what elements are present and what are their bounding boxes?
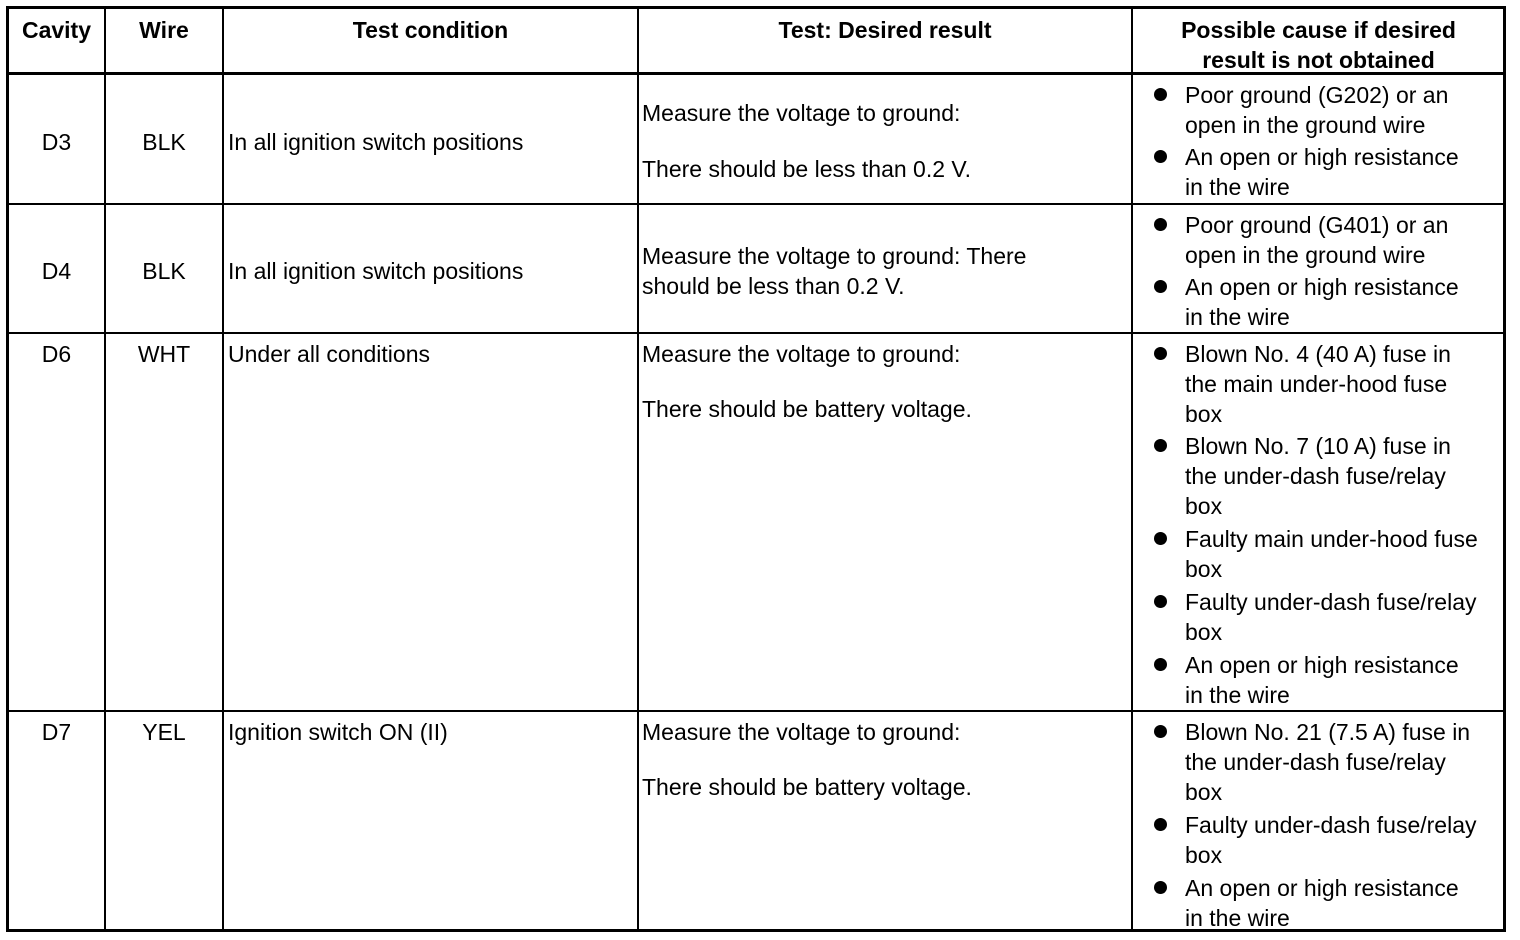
- column-divider: [637, 9, 639, 929]
- cell-result-line2: There should be less than 0.2 V.: [642, 156, 972, 182]
- header-possible-cause-line2: result is not obtained: [1202, 47, 1435, 73]
- cause-line: in the wire: [1185, 905, 1290, 931]
- row-divider: [9, 332, 1503, 334]
- cell-wire: WHT: [137, 341, 191, 367]
- cause-line: Faulty main under-hood fuse: [1185, 526, 1478, 552]
- cell-test-condition: In all ignition switch positions: [228, 129, 524, 155]
- cause-line: in the wire: [1185, 304, 1290, 330]
- cell-test-condition: Under all conditions: [228, 341, 431, 367]
- cause-line: the under-dash fuse/relay: [1185, 463, 1446, 489]
- cell-result-line2: There should be battery voltage.: [642, 774, 972, 800]
- diagnostic-table: [6, 6, 1506, 932]
- cause-line: Faulty under-dash fuse/relay: [1185, 589, 1477, 615]
- bullet-dot-icon: [1154, 150, 1167, 163]
- bullet-dot-icon: [1154, 439, 1167, 452]
- cause-line: box: [1185, 842, 1223, 868]
- row-divider: [9, 203, 1503, 205]
- header-test-condition: Test condition: [352, 17, 509, 43]
- cell-result-line1: Measure the voltage to ground:: [642, 341, 961, 367]
- cause-line: Blown No. 7 (10 A) fuse in: [1185, 433, 1451, 459]
- cell-result-line1: Measure the voltage to ground: There: [642, 243, 1027, 269]
- header-possible-cause-line1: Possible cause if desired: [1181, 17, 1456, 43]
- cause-line: Poor ground (G202) or an: [1185, 82, 1449, 108]
- cell-cavity: D6: [41, 341, 72, 367]
- cause-line: Faulty under-dash fuse/relay: [1185, 812, 1477, 838]
- column-divider: [222, 9, 224, 929]
- cause-line: An open or high resistance: [1185, 274, 1459, 300]
- cause-line: in the wire: [1185, 682, 1290, 708]
- cause-line: open in the ground wire: [1185, 112, 1426, 138]
- bullet-dot-icon: [1154, 725, 1167, 738]
- cause-line: box: [1185, 493, 1223, 519]
- bullet-dot-icon: [1154, 818, 1167, 831]
- header-desired-result: Test: Desired result: [778, 17, 992, 43]
- cell-wire: BLK: [142, 129, 186, 155]
- cell-result-line2: There should be battery voltage.: [642, 396, 972, 422]
- cell-cavity: D3: [41, 129, 72, 155]
- cause-line: box: [1185, 619, 1223, 645]
- cell-cavity: D4: [41, 258, 72, 284]
- cause-line: Blown No. 21 (7.5 A) fuse in: [1185, 719, 1471, 745]
- cell-test-condition: In all ignition switch positions: [228, 258, 524, 284]
- cause-line: open in the ground wire: [1185, 242, 1426, 268]
- cell-cavity: D7: [41, 719, 72, 745]
- bullet-dot-icon: [1154, 88, 1167, 101]
- header-wire: Wire: [139, 17, 189, 43]
- row-divider: [9, 710, 1503, 712]
- bullet-dot-icon: [1154, 280, 1167, 293]
- cause-line: in the wire: [1185, 174, 1290, 200]
- bullet-dot-icon: [1154, 532, 1167, 545]
- cause-line: box: [1185, 401, 1223, 427]
- cause-line: the under-dash fuse/relay: [1185, 749, 1446, 775]
- cell-result-line2: should be less than 0.2 V.: [642, 273, 905, 299]
- bullet-dot-icon: [1154, 881, 1167, 894]
- cause-line: An open or high resistance: [1185, 652, 1459, 678]
- bullet-dot-icon: [1154, 658, 1167, 671]
- header-cavity: Cavity: [21, 17, 92, 43]
- cause-line: An open or high resistance: [1185, 144, 1459, 170]
- bullet-dot-icon: [1154, 347, 1167, 360]
- bullet-dot-icon: [1154, 218, 1167, 231]
- cell-wire: YEL: [142, 719, 186, 745]
- cause-line: Poor ground (G401) or an: [1185, 212, 1449, 238]
- column-divider: [1131, 9, 1133, 929]
- cause-line: box: [1185, 779, 1223, 805]
- cell-wire: BLK: [142, 258, 186, 284]
- cell-test-condition: Ignition switch ON (II): [228, 719, 448, 745]
- cause-line: Blown No. 4 (40 A) fuse in: [1185, 341, 1451, 367]
- cause-line: the main under-hood fuse: [1185, 371, 1448, 397]
- cell-result-line1: Measure the voltage to ground:: [642, 719, 961, 745]
- cell-result-line1: Measure the voltage to ground:: [642, 100, 961, 126]
- cause-line: An open or high resistance: [1185, 875, 1459, 901]
- cause-line: box: [1185, 556, 1223, 582]
- bullet-dot-icon: [1154, 595, 1167, 608]
